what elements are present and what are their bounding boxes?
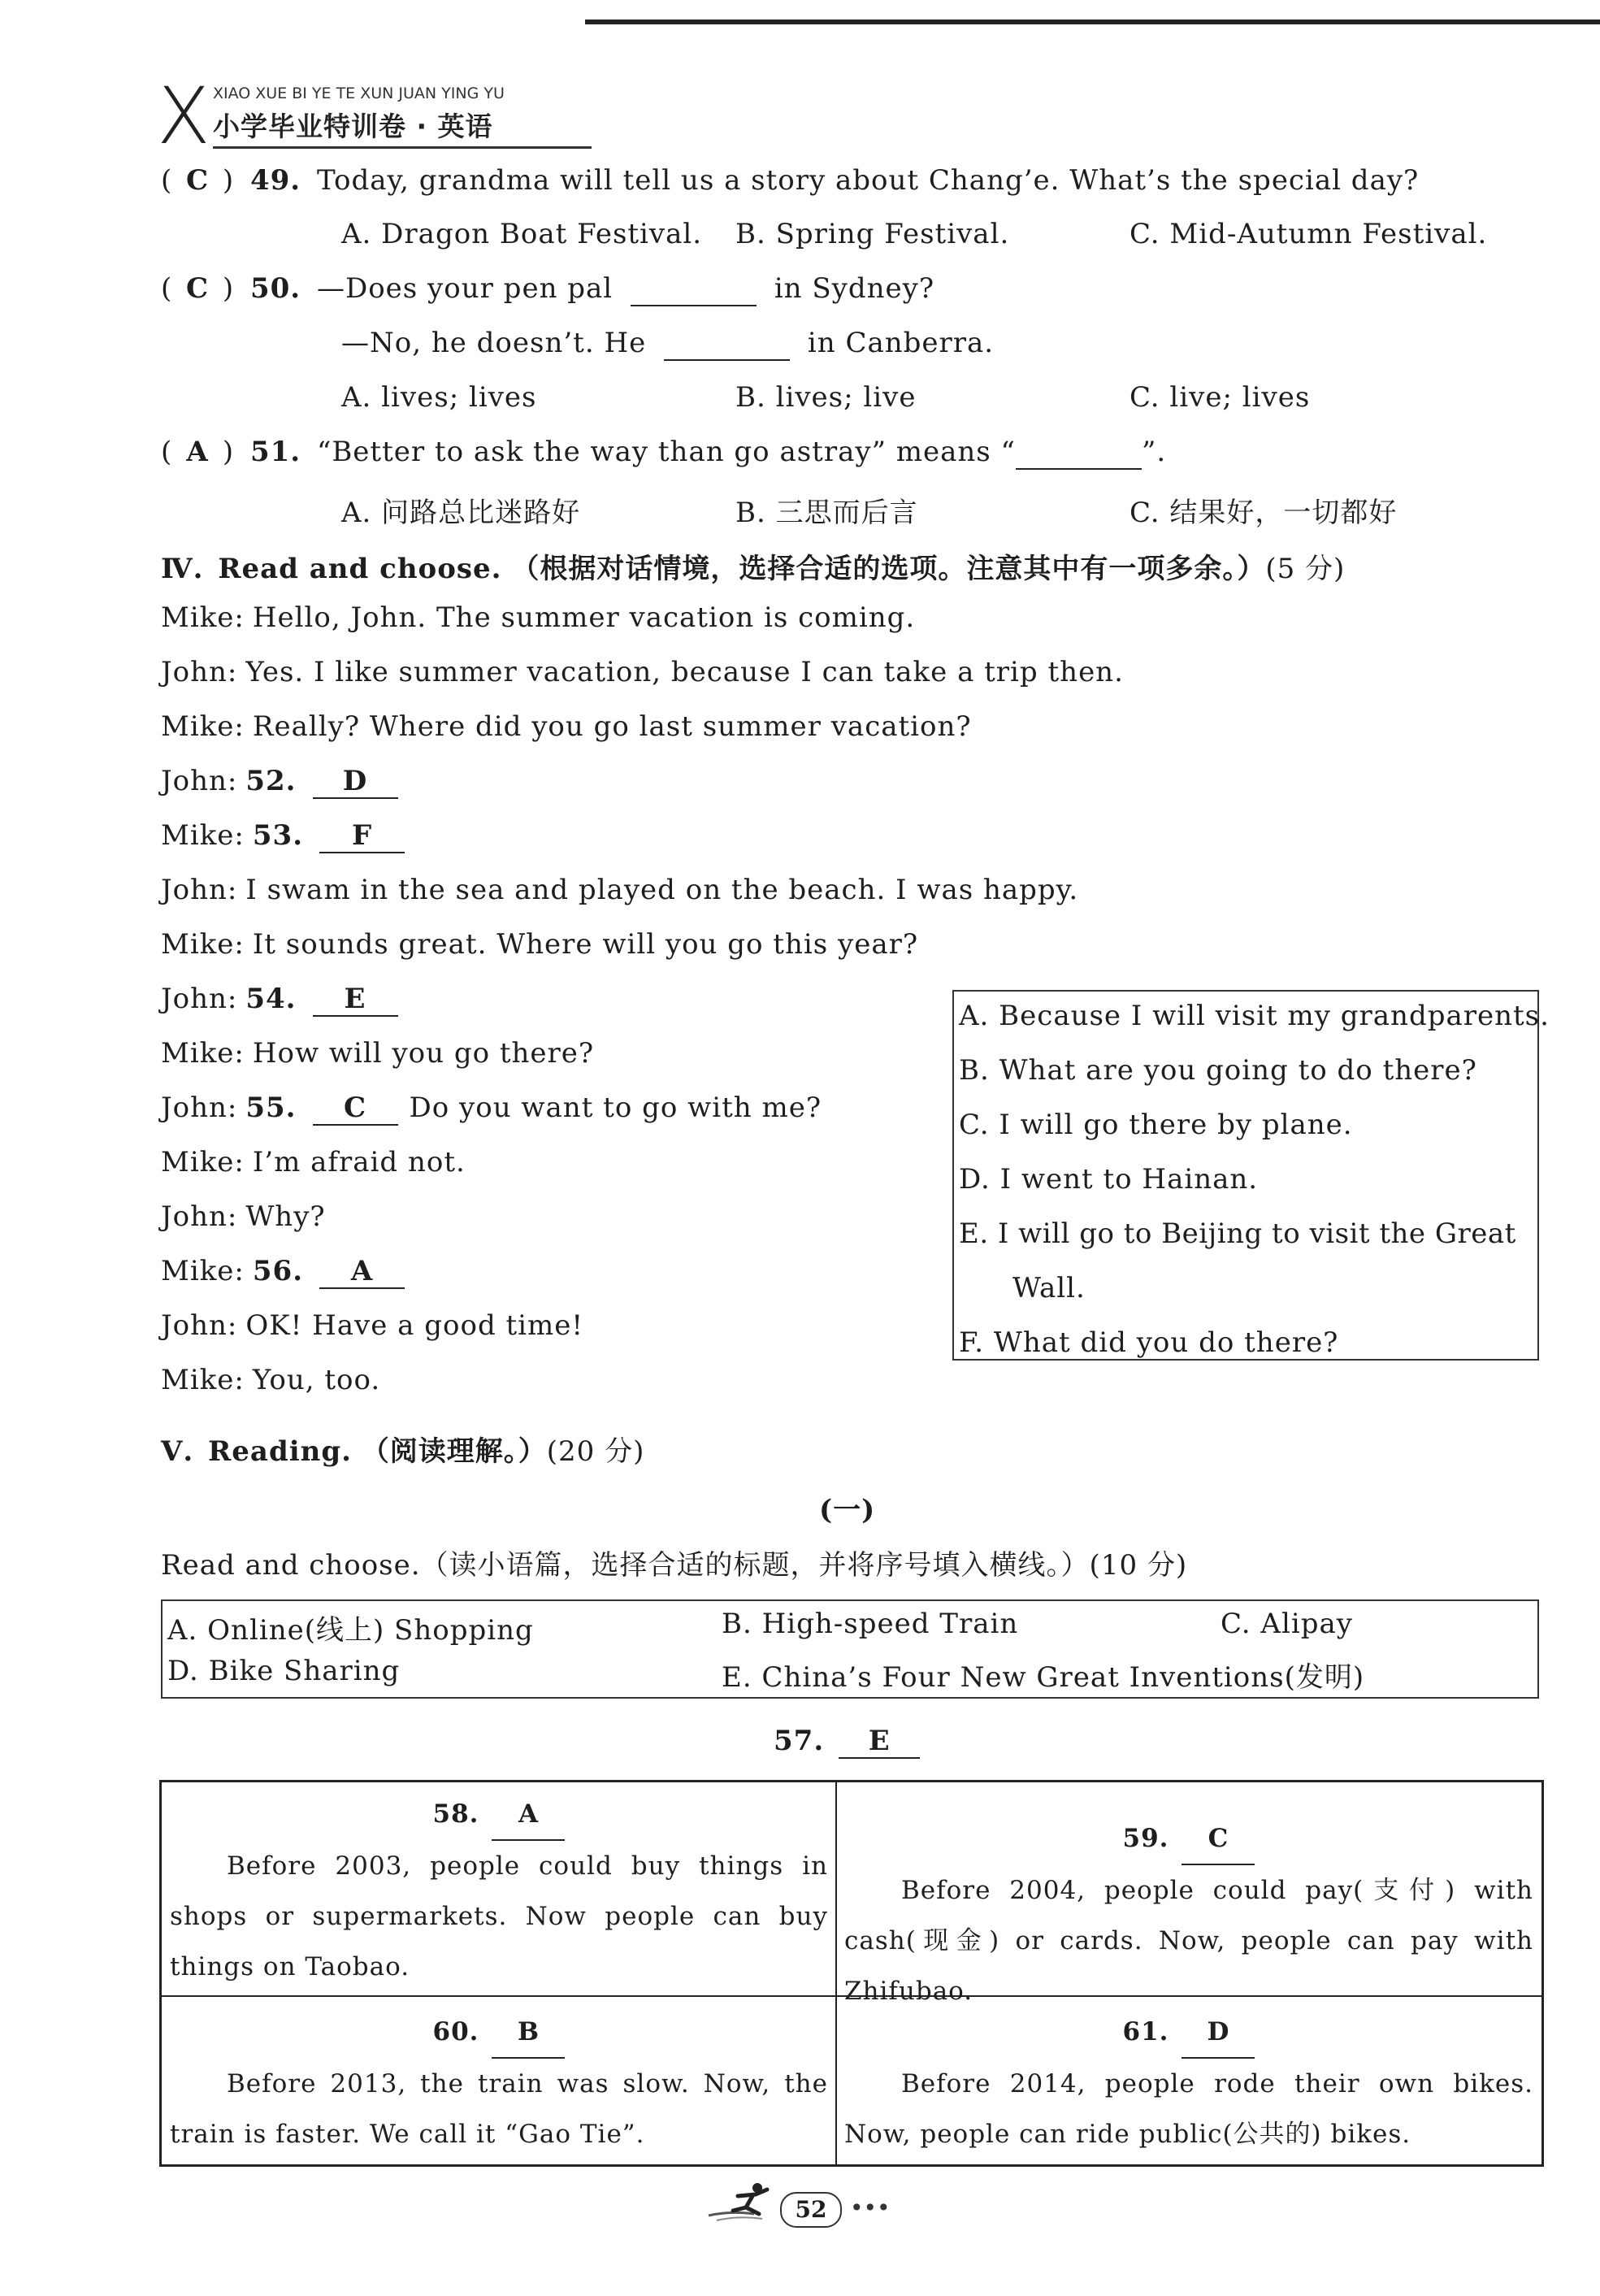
answer-55: C [313, 1092, 398, 1126]
header-rule [213, 146, 592, 149]
dialogue-blank-56: Mike: 56. A [161, 1255, 405, 1289]
passage-59-text: Before 2004, people could pay(支付) with cash(现金) or cards. Now, people can pay with Zhifubao. [844, 1876, 1533, 2006]
dialogue-option-f: F. What did you do there? [959, 1326, 1339, 1359]
passage-60: 60. B Before 2013, the train was slow. Now, the train is faster. We call it “Gao Tie”. [170, 2007, 828, 2159]
blank-50-2 [664, 327, 790, 361]
book-title: 小学毕业特训卷 · 英语 [213, 111, 493, 142]
page-dots: ••• [850, 2194, 891, 2221]
dialogue-line: John: Why? [161, 1200, 326, 1233]
passage-58: 58. A Before 2003, people could buy things in shops or supermarkets. Now people can buy things on Taobao. [170, 1789, 828, 1992]
answer-51: A [186, 436, 209, 468]
dialogue-options-box [952, 990, 1550, 1361]
option-49-c: C. Mid-Autumn Festival. [1130, 218, 1488, 250]
part-one-instruction: Read and choose.（读小语篇，选择合适的标题，并将序号填入横线。）(10 分) [161, 1549, 1188, 1582]
dialogue-line: John: OK! Have a good time! [161, 1309, 584, 1342]
dialogue-option-e-cont: Wall. [1012, 1272, 1086, 1304]
dialogue-option-d: D. I went to Hainan. [959, 1163, 1259, 1196]
question-57: 57. E [774, 1725, 920, 1759]
grid-divider-vertical [835, 1782, 837, 2164]
dialogue-option-b: B. What are you going to do there? [959, 1054, 1477, 1087]
answer-61: D [1182, 2007, 1255, 2059]
passage-grid [159, 1780, 1544, 2167]
blank-51 [1016, 436, 1142, 470]
section-5-instruction: （阅读理解。） [361, 1435, 547, 1468]
runner-icon [705, 2178, 780, 2224]
question-50: ( C ) 50. —Does your pen pal in Sydney? [161, 272, 935, 305]
dialogue-line: Mike: Hello, John. The summer vacation is coming. [161, 601, 916, 634]
answer-54: E [313, 983, 398, 1017]
dialogue-line: Mike: Really? Where did you go last summer vacation? [161, 710, 972, 743]
option-51-b: B. 三思而后言 [735, 497, 918, 529]
answer-53: F [319, 819, 405, 853]
question-51: ( A ) 51. “Better to ask the way than go astray” means “ ”. [161, 436, 1167, 468]
dialogue-option-e: E. I will go to Beijing to visit the Great [959, 1217, 1516, 1250]
answer-50: C [186, 272, 210, 305]
option-50-b: B. lives; live [735, 381, 917, 414]
answer-56: A [319, 1255, 405, 1289]
top-rule [585, 20, 1600, 24]
option-51-a: A. 问路总比迷路好 [341, 497, 581, 529]
section-4-score: (5 分) [1265, 553, 1346, 585]
question-49-stem: Today, grandma will tell us a story about Chang’e. What’s the special day? [316, 164, 1420, 197]
section-5-header: Ⅴ. Reading. （阅读理解。）(20 分) [161, 1435, 645, 1468]
dialogue-line: Mike: How will you go there? [161, 1037, 595, 1070]
blank-50-1 [631, 272, 757, 306]
section-4-header: Ⅳ. Read and choose. （根据对话情境，选择合适的选项。注意其中有一项多余。）(5 分) [161, 553, 1346, 585]
dialogue-option-a: A. Because I will visit my grandparents. [959, 1000, 1550, 1032]
section-5-score: (20 分) [546, 1435, 645, 1468]
dialogue-blank-54: John: 54. E [161, 983, 398, 1017]
answer-58: A [492, 1789, 565, 1841]
answer-52: D [313, 765, 398, 799]
passage-58-text: Before 2003, people could buy things in shops or supermarkets. Now people can buy things on Taobao. [170, 1851, 828, 1981]
dialogue-option-c: C. I will go there by plane. [959, 1109, 1353, 1141]
answer-59: C [1182, 1813, 1255, 1865]
dialogue-line: John: I swam in the sea and played on the beach. I was happy. [161, 874, 1079, 906]
dialogue-line: John: Yes. I like summer vacation, because I can take a trip then. [161, 656, 1124, 688]
passage-59: 59. C Before 2004, people could pay(支付) with cash(现金) or cards. Now, people can pay with Zhifubao. [844, 1813, 1533, 2016]
page-number: 52 [780, 2192, 842, 2228]
question-50-line2: —No, he doesn’t. He in Canberra. [341, 327, 995, 359]
section-4-title: Read and choose. [218, 553, 502, 585]
title-option-c: C. Alipay [1221, 1608, 1353, 1640]
section-4-instruction: （根据对话情境，选择合适的选项。注意其中有一项多余。） [511, 553, 1266, 585]
dialogue-blank-55: John: 55. C Do you want to go with me? [161, 1092, 822, 1124]
titles-box [161, 1599, 1539, 1699]
option-50-c: C. live; lives [1130, 381, 1311, 414]
title-option-d: D. Bike Sharing [167, 1655, 401, 1687]
logo-letter: X [157, 71, 210, 162]
dialogue-line: Mike: I’m afraid not. [161, 1146, 466, 1178]
passage-60-text: Before 2013, the train was slow. Now, the train is faster. We call it “Gao Tie”. [170, 2069, 828, 2149]
option-51-c: C. 结果好，一切都好 [1130, 497, 1398, 529]
option-50-a: A. lives; lives [341, 381, 537, 414]
answer-60: B [492, 2007, 565, 2059]
dialogue-line: Mike: You, too. [161, 1364, 381, 1396]
title-option-b: B. High-speed Train [722, 1608, 1019, 1640]
passage-61-text: Before 2014, people rode their own bikes. Now, people can ride public(公共的) bikes. [844, 2069, 1533, 2149]
logo-pinyin: XIAO XUE BI YE TE XUN JUAN YING YU [213, 85, 505, 102]
option-49-a: A. Dragon Boat Festival. [341, 218, 703, 250]
dialogue-blank-53: Mike: 53. F [161, 819, 405, 853]
question-49: ( C ) 49. Today, grandma will tell us a story about Chang’e. What’s the special day? [161, 164, 1420, 197]
option-49-b: B. Spring Festival. [735, 218, 1010, 250]
part-one-heading: (一) [819, 1494, 876, 1526]
answer-49: C [186, 164, 210, 197]
answer-57: E [839, 1725, 920, 1759]
dialogue-line: Mike: It sounds great. Where will you go this year? [161, 928, 919, 961]
title-option-a: A. Online(线上) Shopping [167, 1614, 534, 1647]
section-5-title: Reading. [208, 1435, 352, 1468]
passage-61: 61. D Before 2014, people rode their own bikes. Now, people can ride public(公共的) bikes. [844, 2007, 1533, 2159]
title-option-e: E. China’s Four New Great Inventions(发明) [722, 1661, 1365, 1694]
dialogue-blank-52: John: 52. D [161, 765, 398, 799]
